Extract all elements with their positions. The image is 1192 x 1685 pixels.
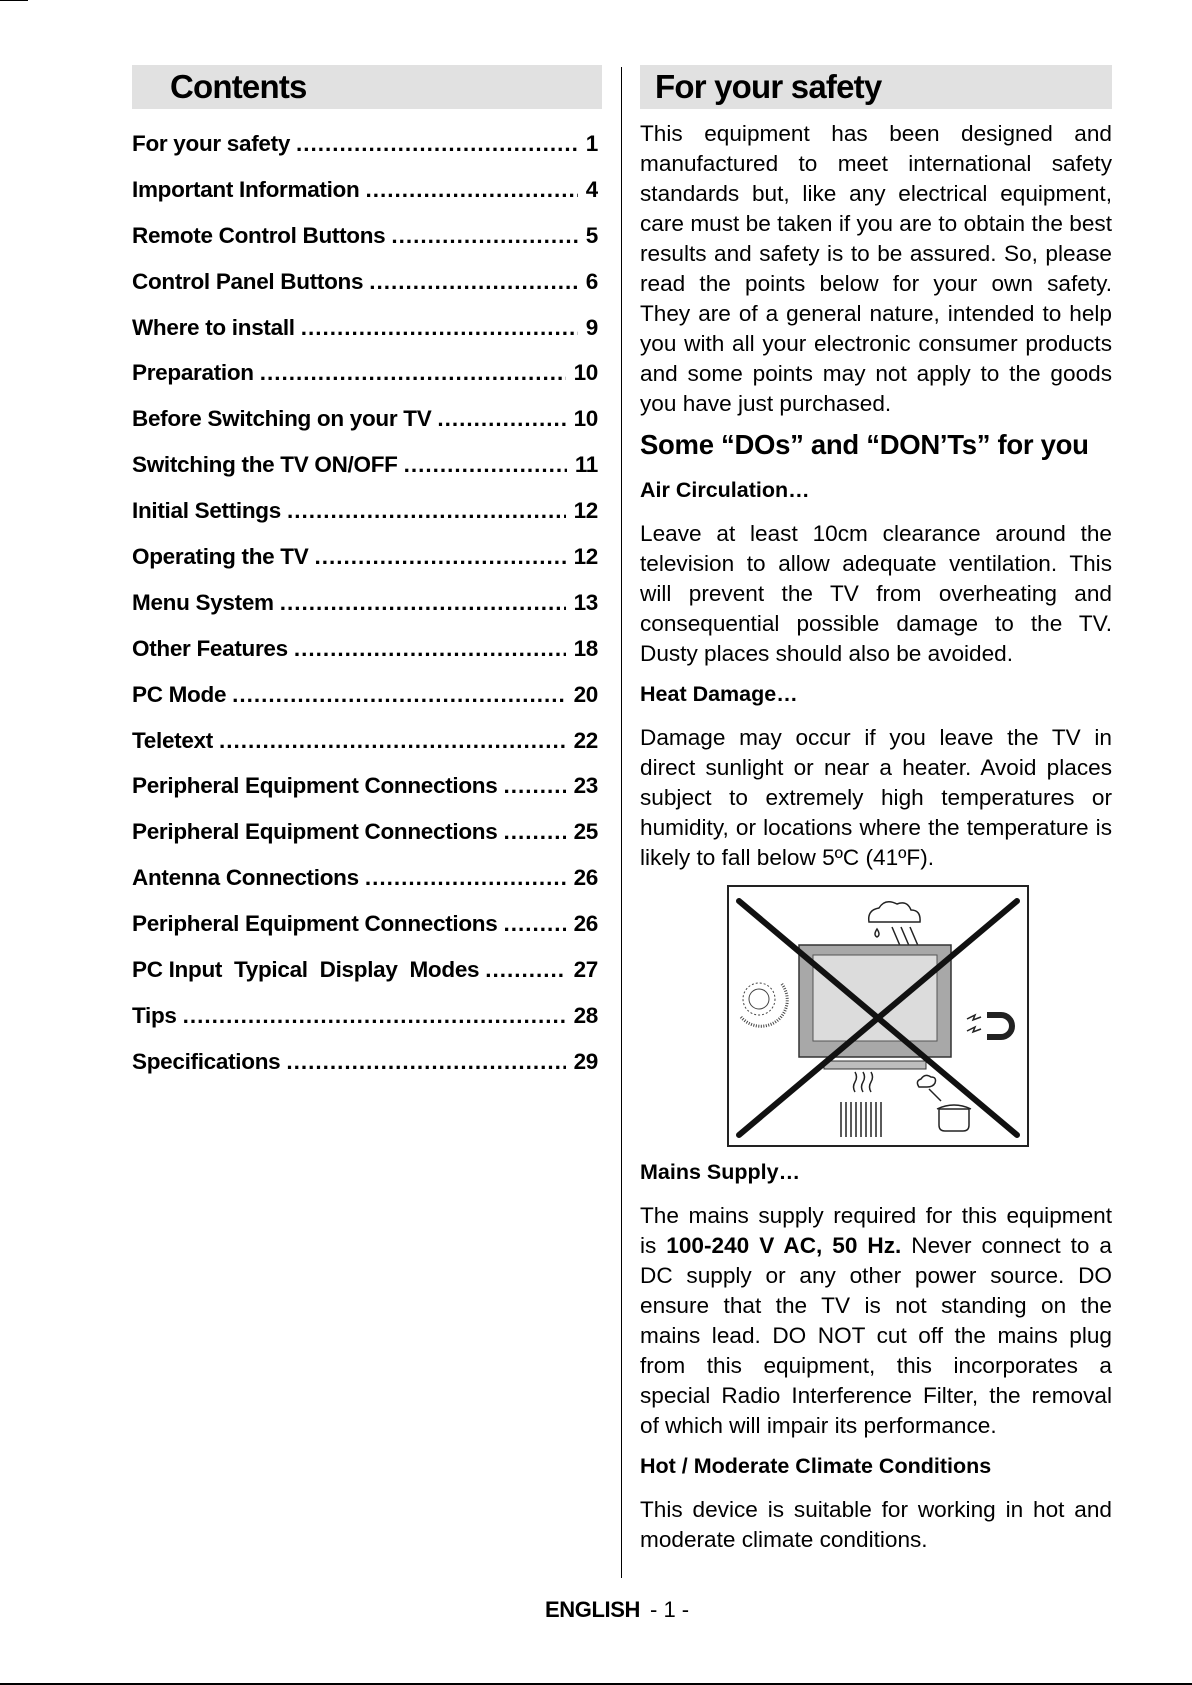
toc-entry-title: Switching the TV ON/OFF (132, 452, 404, 478)
toc-leader-dots (314, 544, 565, 570)
toc-entry-page: 13 (566, 590, 598, 616)
toc-entry[interactable] (132, 498, 598, 544)
toc-entry-page: 18 (566, 636, 598, 662)
toc-entry-title: PC Input Typical Display Modes (132, 957, 485, 983)
mains-supply-heading: Mains Supply… (640, 1160, 801, 1184)
toc-leader-dots (391, 223, 577, 249)
toc-leader-dots (286, 1049, 565, 1075)
toc-entry-page: 9 (578, 315, 598, 341)
toc-entry-page: 11 (567, 452, 598, 478)
footer-page-number: - 1 - (650, 1597, 690, 1622)
contents-title: Contents (170, 68, 307, 105)
toc-entry[interactable] (132, 957, 598, 1003)
toc-entry-title: Peripheral Equipment Connections (132, 911, 503, 937)
toc-entry[interactable] (132, 315, 598, 361)
toc-entry[interactable] (132, 590, 598, 636)
toc-entry-title: Peripheral Equipment Connections (132, 773, 503, 799)
toc-entry-title: Operating the TV (132, 544, 314, 570)
toc-entry[interactable] (132, 773, 598, 819)
steaming-pot-icon (917, 1075, 971, 1131)
toc-leader-dots (183, 1003, 566, 1029)
toc-entry-title: Peripheral Equipment Connections (132, 819, 503, 845)
toc-entry[interactable] (132, 223, 598, 269)
heat-damage-text: Damage may occur if you leave the TV in direct sunlight or near a heater. Avoid places subject to extremely high temperatures or humidity, or locations where the temperature is likely to fall below 5ºC (41ºF). (640, 725, 1112, 870)
toc-leader-dots (503, 819, 565, 845)
toc-entry-title: Important Information (132, 177, 365, 203)
toc-entry-page: 25 (566, 819, 598, 845)
toc-leader-dots (296, 131, 578, 157)
safety-intro-text: This equipment has been designed and manufactured to meet international safety standards but, like any electrical equipment, care must be taken if you are to obtain the best results and safety is to be assured. So, please read the points below for your own safety. They are of a general nature, intended to help you with all your electronic consumer products and some points may not apply to the goods you have just purchased. (640, 121, 1112, 416)
toc-leader-dots (301, 315, 578, 341)
toc-leader-dots (485, 957, 565, 983)
climate-heading: Hot / Moderate Climate Conditions (640, 1454, 992, 1478)
toc-entry-page: 1 (578, 131, 598, 157)
tv-icon (799, 945, 951, 1069)
footer-language: ENGLISH (545, 1597, 640, 1622)
dos-donts-heading: Some “DOs” and “DON’Ts” for you (640, 429, 1089, 460)
toc-list (132, 131, 598, 1095)
magnet-icon (967, 1015, 1012, 1037)
air-circulation-heading: Air Circulation… (640, 478, 810, 502)
toc-entry-page: 23 (566, 773, 598, 799)
toc-entry-page: 22 (566, 728, 598, 754)
toc-entry[interactable] (132, 131, 598, 177)
toc-entry-page: 26 (566, 865, 598, 891)
toc-entry-title: Teletext (132, 728, 219, 754)
toc-leader-dots (365, 865, 566, 891)
toc-entry-title: Preparation (132, 360, 260, 386)
corner-rule (0, 0, 28, 1)
mains-text-after: Never connect to a DC supply or any other power source. DO ensure that the TV is not standing on the mains lead. DO NOT cut off the mains plug from this equipment, this incorporates a special Radio Interference Filter, the removal of which will impair its performance. (640, 1233, 1112, 1438)
toc-entry-page: 26 (566, 911, 598, 937)
toc-entry-page: 12 (566, 544, 598, 570)
toc-entry-title: Remote Control Buttons (132, 223, 391, 249)
toc-entry-title: Specifications (132, 1049, 286, 1075)
hazard-illustration (727, 885, 1029, 1147)
toc-entry[interactable] (132, 911, 598, 957)
toc-entry[interactable] (132, 1049, 598, 1095)
toc-entry[interactable] (132, 728, 598, 774)
mains-voltage: 100-240 V AC, 50 Hz. (666, 1233, 902, 1258)
toc-entry[interactable] (132, 1003, 598, 1049)
sun-icon (741, 983, 787, 1026)
toc-entry[interactable] (132, 636, 598, 682)
toc-leader-dots (260, 360, 566, 386)
toc-entry[interactable] (132, 865, 598, 911)
crossed-tv-icon (729, 887, 1027, 1145)
toc-leader-dots (294, 636, 566, 662)
toc-entry[interactable] (132, 452, 598, 498)
contents-header-band (132, 65, 602, 109)
toc-entry-page: 29 (566, 1049, 598, 1075)
toc-entry-title: For your safety (132, 131, 296, 157)
contents-column (132, 65, 602, 1074)
toc-leader-dots (404, 452, 567, 478)
toc-entry-title: Initial Settings (132, 498, 287, 524)
toc-entry[interactable] (132, 682, 598, 728)
toc-entry-title: Menu System (132, 590, 280, 616)
toc-entry[interactable] (132, 406, 598, 452)
toc-entry[interactable] (132, 269, 598, 315)
toc-entry-page: 28 (566, 1003, 598, 1029)
heat-damage-heading: Heat Damage… (640, 682, 798, 706)
toc-leader-dots (287, 498, 566, 524)
safety-title: For your safety (655, 68, 882, 105)
toc-leader-dots (219, 728, 566, 754)
toc-entry[interactable] (132, 819, 598, 865)
safety-column (640, 65, 1112, 1555)
climate-text: This device is suitable for working in hot and moderate climate conditions. (640, 1497, 1112, 1552)
toc-entry-title: Before Switching on your TV (132, 406, 437, 432)
page-footer (545, 1597, 689, 1623)
toc-entry[interactable] (132, 360, 598, 406)
toc-entry-title: Other Features (132, 636, 294, 662)
column-divider (621, 67, 622, 1578)
toc-entry-title: Tips (132, 1003, 183, 1029)
toc-entry[interactable] (132, 177, 598, 223)
toc-entry-page: 27 (566, 957, 598, 983)
toc-leader-dots (437, 406, 565, 432)
toc-leader-dots (232, 682, 565, 708)
safety-header-band (640, 65, 1112, 109)
radiator-icon (841, 1072, 881, 1137)
toc-leader-dots (503, 911, 565, 937)
air-circulation-text: Leave at least 10cm clearance around the television to allow adequate ventilation. This will prevent the TV from overheating and consequential possible damage to the TV. Dusty places should also be avoided. (640, 521, 1112, 666)
mains-supply-text (640, 1201, 1112, 1441)
toc-entry[interactable] (132, 544, 598, 590)
toc-entry-title: Control Panel Buttons (132, 269, 369, 295)
toc-entry-title: Antenna Connections (132, 865, 365, 891)
toc-entry-page: 10 (566, 360, 598, 386)
mains-text-before: The mains supply required for this equipment is (640, 1203, 1112, 1258)
toc-entry-page: 5 (578, 223, 598, 249)
toc-leader-dots (503, 773, 565, 799)
toc-leader-dots (365, 177, 577, 203)
toc-entry-page: 6 (578, 269, 598, 295)
toc-entry-page: 10 (566, 406, 598, 432)
toc-entry-title: PC Mode (132, 682, 232, 708)
toc-entry-page: 20 (566, 682, 598, 708)
toc-entry-page: 12 (566, 498, 598, 524)
toc-entry-page: 4 (578, 177, 598, 203)
toc-leader-dots (369, 269, 578, 295)
toc-entry-title: Where to install (132, 315, 301, 341)
toc-leader-dots (280, 590, 566, 616)
